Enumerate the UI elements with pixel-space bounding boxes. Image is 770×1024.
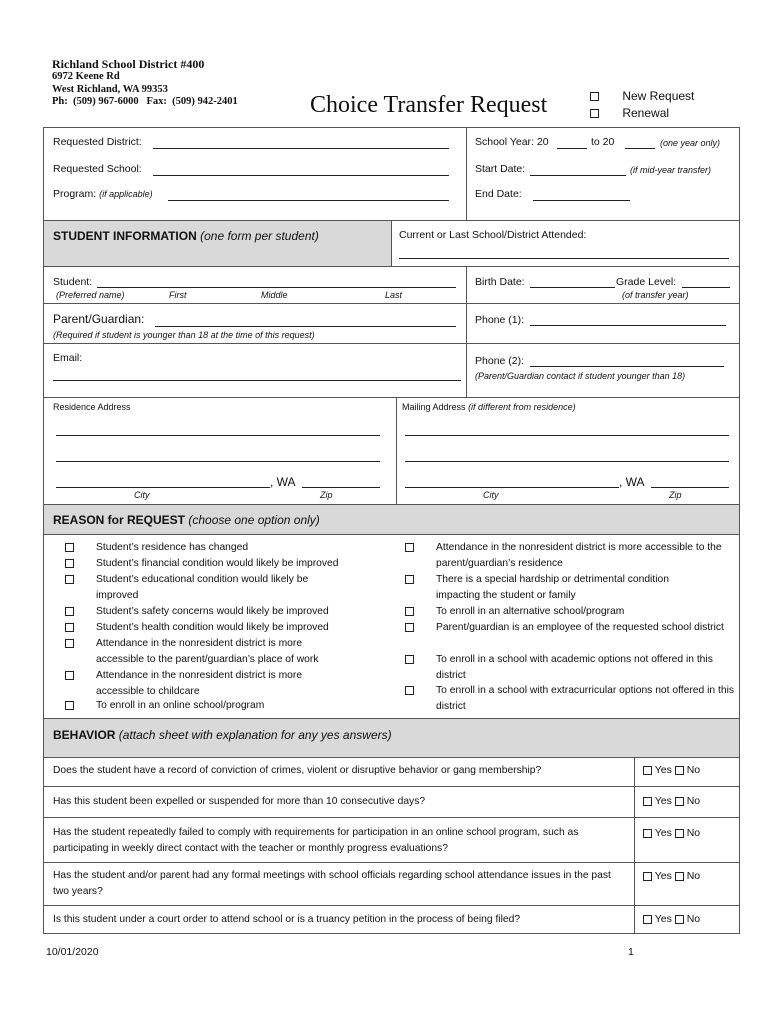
footer-date: 10/01/2020 bbox=[46, 946, 99, 958]
grade-level-field[interactable] bbox=[682, 287, 730, 288]
school-year-start-field[interactable] bbox=[557, 148, 587, 149]
residence-address-label: Residence Address bbox=[53, 402, 131, 412]
new-request-label: New Request bbox=[622, 89, 695, 103]
grade-level-note: (of transfer year) bbox=[622, 290, 689, 300]
requested-school-label: Requested School: bbox=[53, 163, 142, 175]
reason-checkbox[interactable] bbox=[405, 575, 414, 584]
requested-district-field[interactable] bbox=[153, 148, 449, 149]
reason-checkbox[interactable] bbox=[65, 671, 74, 680]
phone1-label: Phone (1): bbox=[475, 314, 525, 326]
reason-checkbox[interactable] bbox=[65, 543, 74, 552]
yes-no-answer: Yes No bbox=[643, 827, 700, 839]
program-label: Program: (if applicable) bbox=[53, 188, 153, 200]
reason-checkbox[interactable] bbox=[65, 639, 74, 648]
name-part-last: Last bbox=[385, 290, 403, 300]
reason-option[interactable]: Student’s financial condition would likely be improved bbox=[65, 556, 396, 572]
reason-option[interactable]: Student’s residence has changed bbox=[65, 540, 396, 556]
yes-checkbox[interactable] bbox=[643, 829, 652, 838]
mailing-zip-field[interactable] bbox=[651, 487, 729, 488]
behavior-question: Has the student repeatedly failed to comply with requirements for participation in an online school program, such as participating in weekly direct contact with the teacher or monthly progress evaluations? bbox=[53, 827, 579, 854]
reason-checkbox[interactable] bbox=[405, 655, 414, 664]
phone2-field[interactable] bbox=[530, 366, 724, 367]
residence-city-field[interactable] bbox=[56, 487, 270, 488]
school-year-to: to 20 bbox=[591, 136, 615, 148]
student-name-field[interactable] bbox=[97, 287, 456, 288]
behavior-question: Does the student have a record of conviction of crimes, violent or disruptive behavior or gang membership? bbox=[53, 765, 542, 776]
reason-checkbox[interactable] bbox=[405, 543, 414, 552]
name-part-middle: Middle bbox=[261, 290, 288, 300]
start-date-field[interactable] bbox=[530, 175, 626, 176]
behavior-question: Has this student been expelled or suspended for more than 10 consecutive days? bbox=[53, 796, 426, 807]
behavior-heading: BEHAVIOR (attach sheet with explanation for any yes answers) bbox=[53, 728, 392, 742]
birth-date-field[interactable] bbox=[530, 287, 615, 288]
behavior-question: Is this student under a court order to attend school or is a truancy petition in the process of being filed? bbox=[53, 914, 521, 925]
phone2-note: (Parent/Guardian contact if student younger than 18) bbox=[475, 371, 686, 381]
reason-option[interactable]: To enroll in an online school/program bbox=[65, 698, 396, 714]
reason-checkbox[interactable] bbox=[65, 623, 74, 632]
start-date-label: Start Date: bbox=[475, 163, 526, 175]
reason-option[interactable]: Attendance in the nonresident district is more accessible to the parent/guardian’s place of work bbox=[65, 636, 351, 668]
no-checkbox[interactable] bbox=[675, 872, 684, 881]
end-date-field[interactable] bbox=[533, 200, 630, 201]
renewal-checkbox[interactable] bbox=[590, 109, 599, 118]
end-date-label: End Date: bbox=[475, 188, 522, 200]
requested-school-field[interactable] bbox=[153, 175, 449, 176]
reason-option[interactable]: Attendance in the nonresident district is more accessible to childcare bbox=[65, 668, 341, 700]
district-name: Richland School District #400 bbox=[52, 57, 205, 71]
school-year-note: (one year only) bbox=[660, 138, 721, 148]
no-checkbox[interactable] bbox=[675, 915, 684, 924]
parent-field[interactable] bbox=[155, 326, 456, 327]
request-type bbox=[590, 88, 694, 122]
reason-checkbox[interactable] bbox=[65, 575, 74, 584]
mailing-line-1[interactable] bbox=[405, 435, 729, 436]
reason-option[interactable]: Student’s safety concerns would likely be improved bbox=[65, 604, 396, 620]
mailing-address-label: Mailing Address (if different from residence) bbox=[402, 402, 576, 412]
reason-checkbox[interactable] bbox=[65, 607, 74, 616]
reason-option[interactable]: Attendance in the nonresident district is more accessible to the parent/guardian’s residence bbox=[405, 540, 736, 572]
residence-line-2[interactable] bbox=[56, 461, 380, 462]
program-field[interactable] bbox=[168, 200, 449, 201]
new-request-checkbox[interactable] bbox=[590, 92, 599, 101]
district-phone: Ph: (509) 967-6000 Fax: (509) 942-2401 bbox=[52, 96, 238, 107]
residence-wa: , WA bbox=[270, 475, 296, 489]
yes-no-answer: Yes No bbox=[643, 764, 700, 776]
mailing-zip-caption: Zip bbox=[669, 490, 682, 500]
reason-option[interactable]: To enroll in an alternative school/program bbox=[405, 604, 736, 620]
no-checkbox[interactable] bbox=[675, 766, 684, 775]
yes-no-answer: Yes No bbox=[643, 913, 700, 925]
mailing-wa: , WA bbox=[619, 475, 645, 489]
district-street: 6972 Keene Rd bbox=[52, 71, 120, 82]
reason-option[interactable]: To enroll in a school with academic options not offered in this district bbox=[405, 652, 736, 684]
reason-option[interactable]: Student’s educational condition would likely be improved bbox=[65, 572, 346, 604]
school-year-label: School Year: 20 bbox=[475, 136, 549, 148]
parent-label: Parent/Guardian: bbox=[53, 312, 145, 326]
district-city: West Richland, WA 99353 bbox=[52, 83, 168, 95]
residence-line-1[interactable] bbox=[56, 435, 380, 436]
birth-date-label: Birth Date: bbox=[475, 276, 525, 288]
reason-heading: REASON for REQUEST (choose one option only) bbox=[53, 513, 320, 527]
reason-checkbox[interactable] bbox=[65, 701, 74, 710]
no-checkbox[interactable] bbox=[675, 797, 684, 806]
reason-option[interactable]: There is a special hardship or detrimental condition impacting the student or family bbox=[405, 572, 711, 604]
yes-checkbox[interactable] bbox=[643, 797, 652, 806]
start-date-note: (if mid-year transfer) bbox=[630, 165, 712, 175]
email-label: Email: bbox=[53, 352, 83, 364]
student-info-heading: STUDENT INFORMATION (one form per student) bbox=[53, 229, 319, 243]
name-part-preferred: (Preferred name) bbox=[56, 290, 125, 300]
school-year-end-field[interactable] bbox=[625, 148, 655, 149]
renewal-label: Renewal bbox=[622, 106, 670, 120]
residence-zip-field[interactable] bbox=[302, 487, 380, 488]
mailing-city-caption: City bbox=[483, 490, 499, 500]
grade-level-label: Grade Level: bbox=[616, 276, 677, 288]
district-header bbox=[52, 58, 238, 109]
reason-checkbox[interactable] bbox=[405, 607, 414, 616]
email-field[interactable] bbox=[53, 380, 461, 381]
page-number: 1 bbox=[628, 946, 634, 958]
reason-option[interactable]: Student’s health condition would likely be improved bbox=[65, 620, 396, 636]
reason-checkbox[interactable] bbox=[405, 623, 414, 632]
phone1-field[interactable] bbox=[530, 325, 726, 326]
reason-option[interactable]: To enroll in a school with extracurricular options not offered in this district bbox=[405, 683, 736, 715]
yes-checkbox[interactable] bbox=[643, 766, 652, 775]
yes-checkbox[interactable] bbox=[643, 915, 652, 924]
student-label: Student: bbox=[53, 276, 93, 288]
current-school-label: Current or Last School/District Attended: bbox=[399, 229, 587, 241]
residence-zip-caption: Zip bbox=[320, 490, 333, 500]
reason-checkbox[interactable] bbox=[65, 559, 74, 568]
behavior-question: Has the student and/or parent had any formal meetings with school officials regarding school attendance issues in the past two years? bbox=[53, 870, 611, 897]
residence-city-caption: City bbox=[134, 490, 150, 500]
page-title: Choice Transfer Request bbox=[310, 92, 548, 118]
reason-checkbox[interactable] bbox=[405, 686, 414, 695]
yes-no-answer: Yes No bbox=[643, 870, 700, 882]
yes-no-answer: Yes No bbox=[643, 795, 700, 807]
yes-checkbox[interactable] bbox=[643, 872, 652, 881]
requested-district-label: Requested District: bbox=[53, 136, 142, 148]
phone2-label: Phone (2): bbox=[475, 355, 525, 367]
name-part-first: First bbox=[169, 290, 187, 300]
current-school-field[interactable] bbox=[399, 258, 729, 259]
reason-option[interactable]: Parent/guardian is an employee of the requested school district bbox=[405, 620, 736, 636]
parent-note: (Required if student is younger than 18 at the time of this request) bbox=[53, 330, 315, 340]
mailing-city-field[interactable] bbox=[405, 487, 619, 488]
no-checkbox[interactable] bbox=[675, 829, 684, 838]
mailing-line-2[interactable] bbox=[405, 461, 729, 462]
